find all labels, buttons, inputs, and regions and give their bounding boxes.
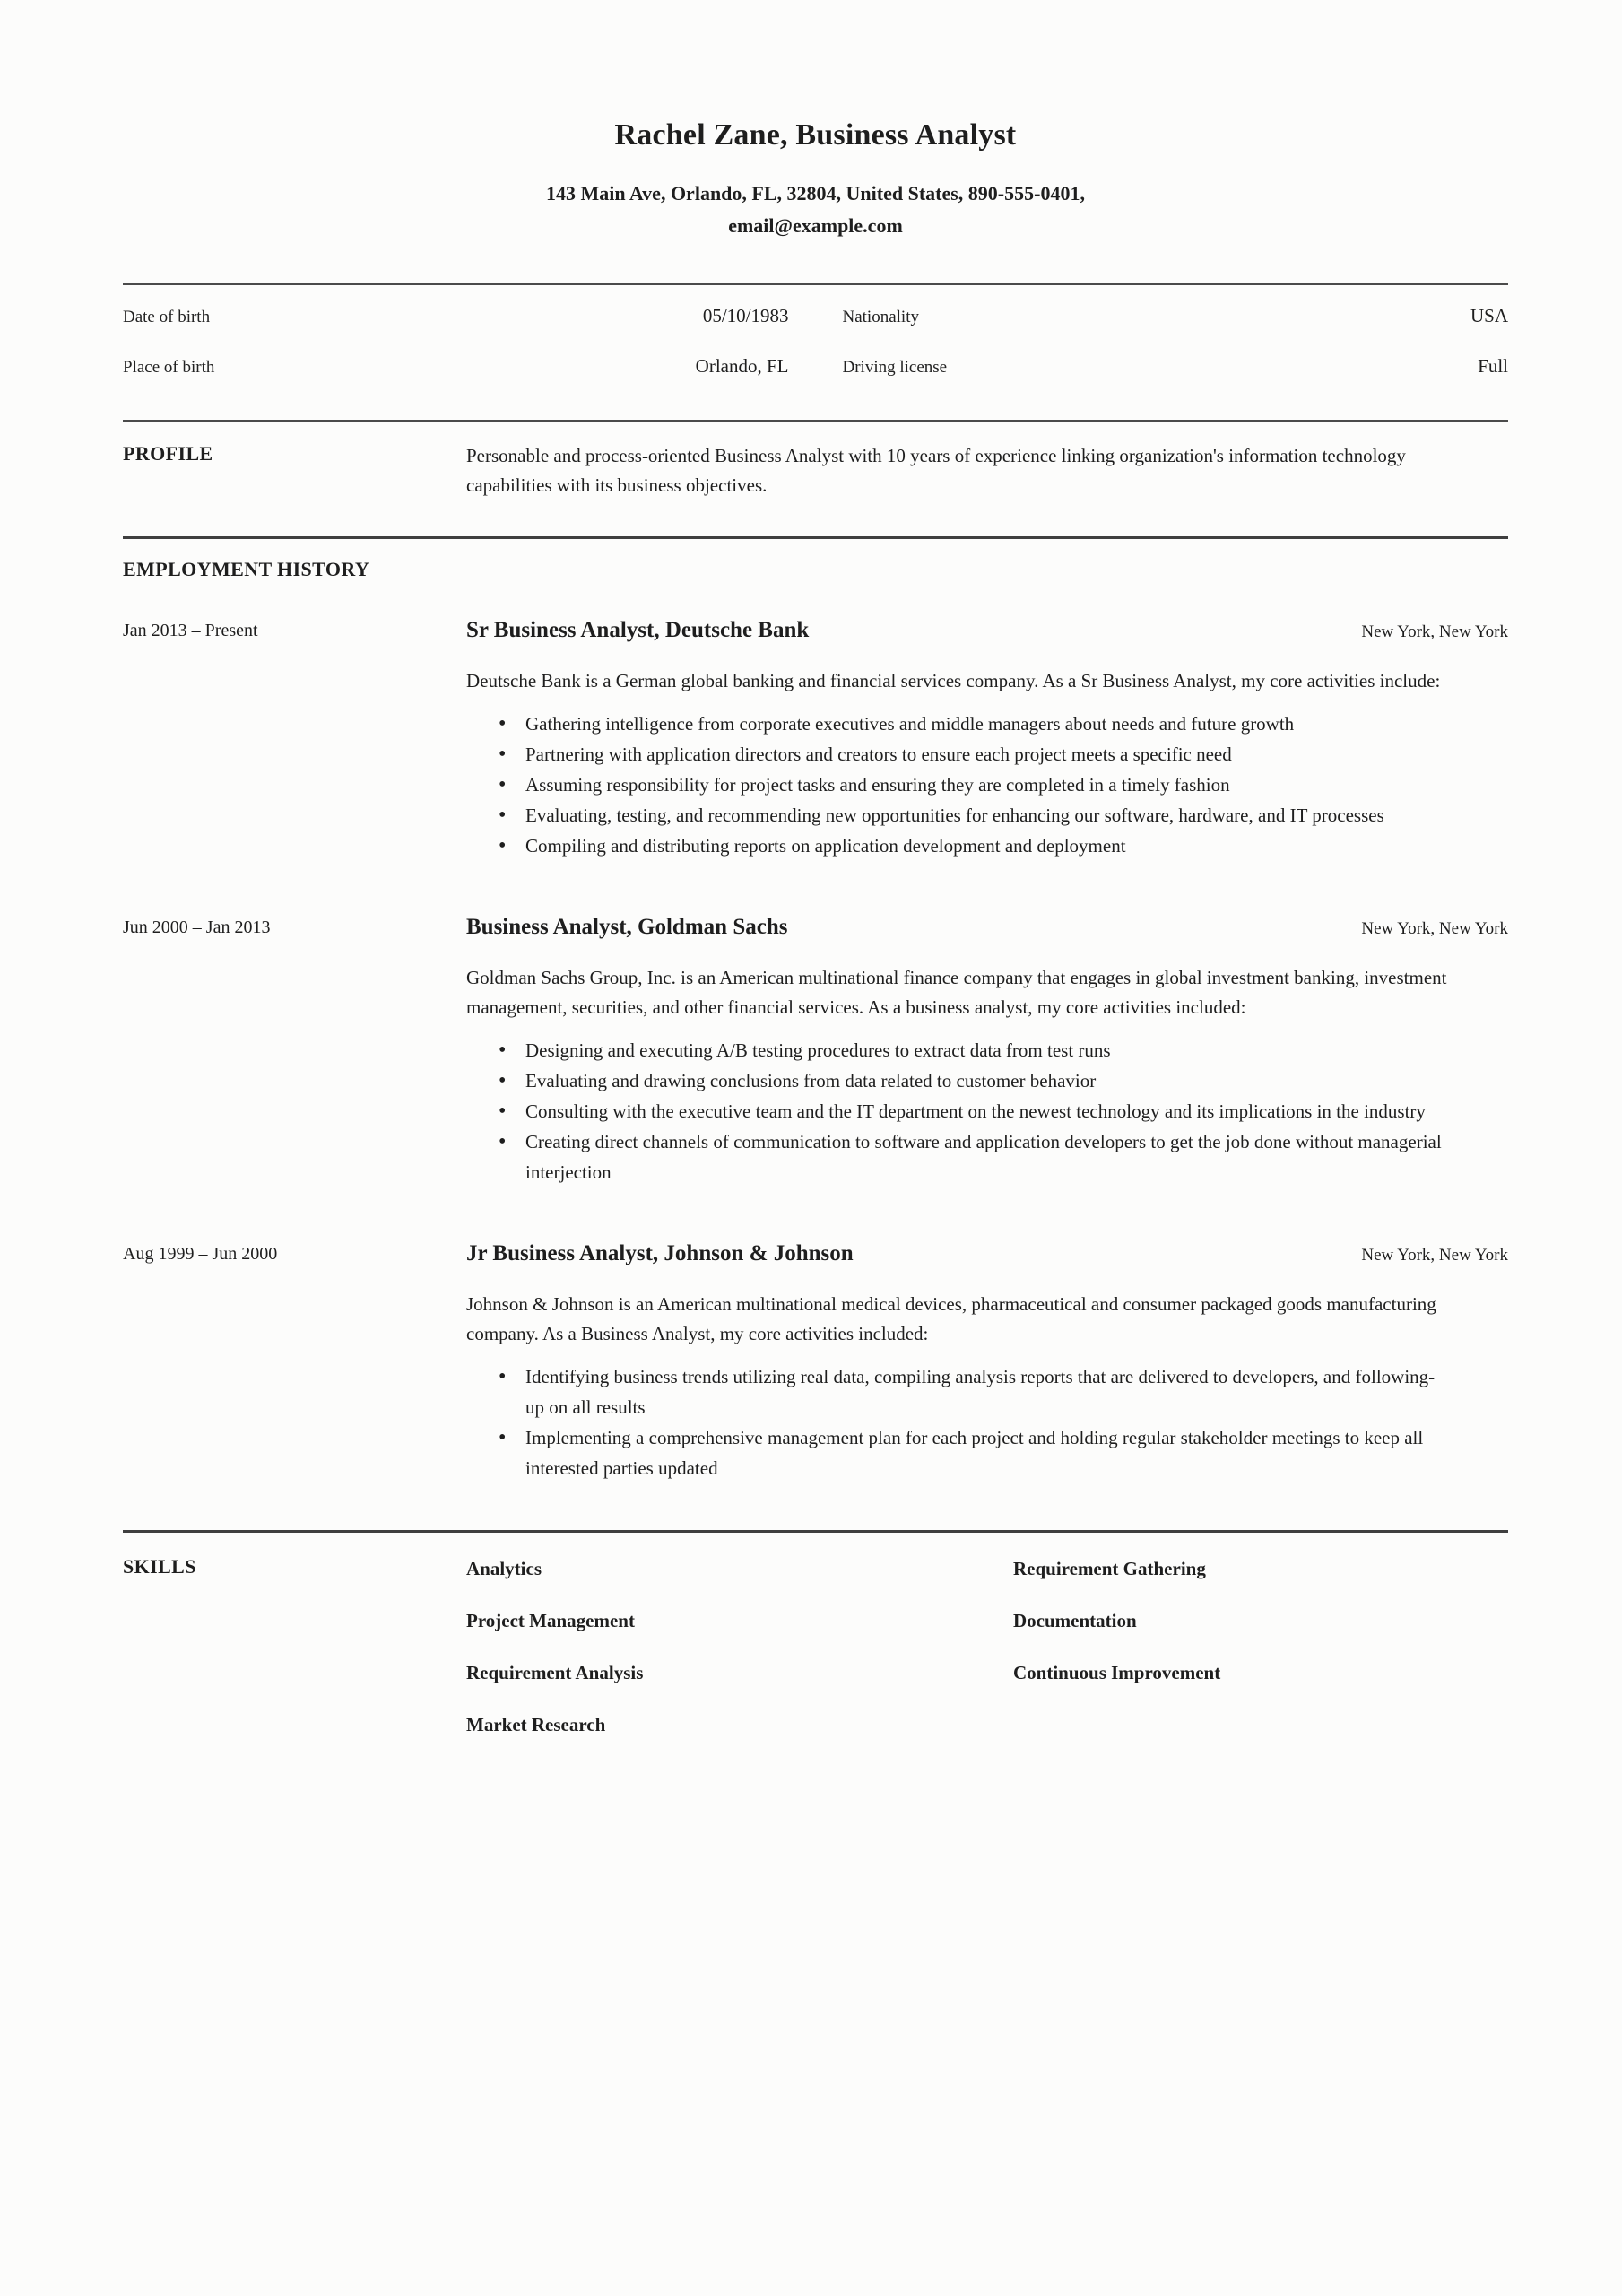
detail-label: Date of birth: [123, 308, 211, 326]
detail-driving-license: [843, 353, 1509, 380]
employment-section: [123, 557, 1508, 1483]
job-bullet: • Evaluating, testing, and recommending new opportunities for enhancing our software, hardware, and IT processes: [466, 800, 1453, 831]
job-bullet: • Gathering intelligence from corporate executives and middle managers about needs and future growth: [466, 709, 1453, 739]
page-title: Rachel Zane, Business Analyst: [614, 118, 1017, 152]
job-location: New York, New York: [1361, 919, 1508, 938]
job-bullet: • Consulting with the executive team and the IT department on the newest technology and its implications in the industry: [466, 1096, 1453, 1126]
job-header: [466, 1239, 1508, 1270]
skills-section: [123, 1554, 1508, 1816]
skill-item: Continuous Improvement: [1013, 1662, 1221, 1683]
detail-value: Full: [1478, 355, 1508, 377]
job-bullet: • Assuming responsibility for project tasks and ensuring they are completed in a timely fashion: [466, 770, 1453, 800]
job-entry-johnson-johnson: [123, 1239, 1508, 1483]
job-bullet: • Implementing a comprehensive management plan for each project and holding regular stakeholder meetings to keep all interested parties updated: [466, 1422, 1453, 1483]
skill-item: Requirement Analysis: [466, 1662, 644, 1683]
detail-label: Driving license: [842, 358, 948, 377]
address-line: 143 Main Ave, Orlando, FL, 32804, United States, 890-555-0401,: [546, 182, 1085, 204]
job-bullet-list: [466, 709, 1453, 861]
job-bullet-list: [466, 1035, 1453, 1187]
job-title: Business Analyst, Goldman Sachs: [466, 915, 788, 939]
job-title: Sr Business Analyst, Deutsche Bank: [466, 618, 810, 642]
job-title: Jr Business Analyst, Johnson & Johnson: [466, 1241, 854, 1265]
job-description: Deutsche Bank is a German global banking and financial services company. As a Sr Business Analyst, my core activities include:: [466, 670, 1441, 691]
detail-label: Nationality: [842, 308, 919, 326]
divider-employment: [123, 1530, 1508, 1533]
divider-header: [123, 283, 1508, 285]
job-bullet: • Evaluating and drawing conclusions from data related to customer behavior: [466, 1065, 1453, 1096]
job-content: [466, 1239, 1508, 1483]
job-dates: Jan 2013 – Present: [123, 621, 258, 640]
job-content: [466, 616, 1508, 861]
detail-date-of-birth: [123, 303, 789, 330]
job-content: [466, 913, 1508, 1187]
job-dates: Aug 1999 – Jun 2000: [123, 1244, 278, 1264]
job-header: [466, 616, 1508, 647]
skills-grid: [466, 1554, 1508, 1762]
divider-profile: [123, 536, 1508, 539]
skills-column-right: [1013, 1554, 1508, 1762]
job-description: Goldman Sachs Group, Inc. is an American multinational finance company that engages in global investment banking, investment management, securities, and other financial services. As a business analyst, my core activities included:: [466, 967, 1447, 1018]
skills-heading: SKILLS: [123, 1555, 196, 1578]
job-dates: Jun 2000 – Jan 2013: [123, 918, 271, 937]
job-bullet: • Designing and executing A/B testing procedures to extract data from test runs: [466, 1035, 1453, 1065]
detail-value: 05/10/1983: [702, 305, 789, 326]
job-bullet: • Compiling and distributing reports on application development and deployment: [466, 831, 1453, 861]
employment-heading-row: [123, 557, 1508, 582]
detail-value: Orlando, FL: [695, 355, 789, 377]
job-bullet-list: [466, 1361, 1453, 1483]
skill-item: Analytics: [466, 1558, 542, 1579]
job-entry-goldman-sachs: [123, 913, 1508, 1187]
email-line: email@example.com: [728, 214, 903, 237]
skills-column-left: [466, 1554, 1013, 1762]
resume-header: [123, 0, 1508, 242]
divider-details: [123, 420, 1508, 422]
skill-item: Market Research: [466, 1714, 606, 1735]
skill-item: Requirement Gathering: [1013, 1558, 1206, 1579]
profile-text: Personable and process-oriented Business Analyst with 10 years of experience linking organization's information technology capabilities with its business objectives.: [466, 445, 1406, 496]
job-description: Johnson & Johnson is an American multinational medical devices, pharmaceutical and consumer packaged goods manufacturing company. As a Business Analyst, my core activities included:: [466, 1293, 1436, 1344]
job-location: New York, New York: [1361, 1246, 1508, 1265]
personal-details: [123, 303, 1508, 380]
profile-heading: PROFILE: [123, 442, 213, 465]
job-entry-deutsche-bank: [123, 616, 1508, 861]
employment-heading-spacer: [466, 557, 1508, 582]
job-bullet: • Partnering with application directors and creators to ensure each project meets a specific need: [466, 739, 1453, 770]
job-bullet: • Identifying business trends utilizing real data, compiling analysis reports that are delivered to developers, and following-up on all results: [466, 1361, 1453, 1422]
detail-label: Place of birth: [123, 358, 215, 377]
skill-item: Project Management: [466, 1610, 635, 1631]
job-bullet: • Creating direct channels of communication to software and application developers to get the job done without managerial interjection: [466, 1126, 1453, 1187]
detail-place-of-birth: [123, 353, 789, 380]
profile-section: [123, 441, 1508, 500]
job-header: [466, 913, 1508, 944]
contact-block: [123, 178, 1508, 242]
detail-nationality: [843, 303, 1509, 330]
skill-item: Documentation: [1013, 1610, 1137, 1631]
employment-heading: EMPLOYMENT HISTORY: [123, 558, 370, 580]
job-location: New York, New York: [1361, 622, 1508, 641]
detail-value: USA: [1470, 305, 1508, 326]
